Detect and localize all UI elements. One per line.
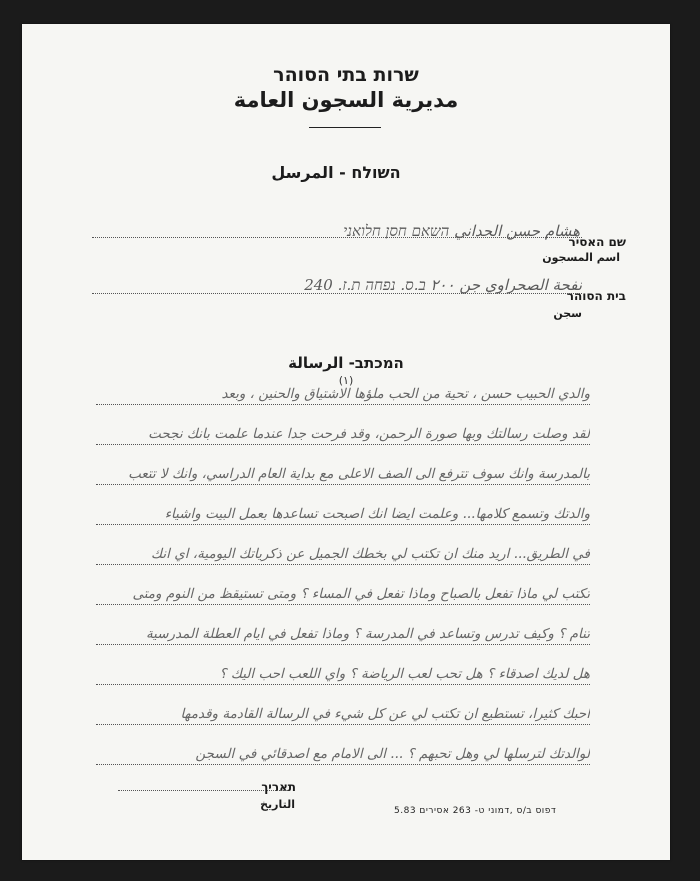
letter-line-rule	[96, 524, 590, 525]
header-hebrew: שרות בתי הסוהר	[273, 64, 419, 86]
letter-line: في الطريق... اريد منك ان تكتب لي بخطك الجميل عن ذكرياتك اليومية، اي انك	[151, 546, 590, 562]
letter-line: والدي الحبيب حسن ، تحية من الحب ملؤها الاشتياق والحنين ، وبعد	[221, 386, 590, 402]
letter-line-rule	[96, 724, 590, 725]
letter-line-rule	[96, 404, 590, 405]
letter-line: تكتب لي ماذا تفعل بالصباح وماذا تفعل في المساء ؟ ومتى تستيقظ من النوم ومتى	[132, 586, 590, 602]
letter-line-rule	[96, 564, 590, 565]
letter-line: هل لديك اصدقاء ؟ هل تحب لعب الرياضة ؟ واي اللعب احب اليك ؟	[219, 666, 590, 682]
letter-line: بالمدرسة وانك سوف تترفع الى الصف الاعلى مع بداية العام الدراسي، وانك لا تتعب	[128, 466, 590, 482]
letter-line-rule	[96, 764, 590, 765]
prison-label-ar: سجن	[553, 307, 582, 320]
letter-line: لوالدتك لترسلها لي وهل تحبهم ؟ ... الى الامام مع اصدقائي في السجن	[195, 746, 590, 762]
letter-line-rule	[96, 444, 590, 445]
prisoner-name-line	[92, 237, 582, 238]
print-info: דפוס ב/ס ,דמוני ט- 263 אסירים 5.83	[394, 806, 557, 816]
letter-form	[22, 24, 670, 860]
header-arabic: مديرية السجون العامة	[233, 88, 459, 112]
letter-line: والدتك وتسمع كلامها... وعلمت ايضا انك اصبحت تساعدها بعمل البيت واشياء	[164, 506, 590, 522]
prisoner-name-value: هشام حسن الحداني השאם חסן חלואני	[343, 222, 580, 240]
prison-label-he: בית הסוהר	[566, 289, 626, 303]
letter-line-rule	[96, 484, 590, 485]
letter-line-rule	[96, 644, 590, 645]
prison-value: نفحة الصحراوي جن ٢٠٠ ב.ס. נפחה ת.ז. 240	[304, 276, 582, 294]
prisoner-name-label-ar: اسم المسجون	[542, 251, 620, 264]
letter-line-rule	[96, 604, 590, 605]
date-line	[118, 790, 288, 791]
prisoner-name-label-he: שם האסיר	[568, 235, 626, 249]
letter-line: تنام ؟ وكيف تدرس وتساعد في المدرسة ؟ وماذا تفعل في ايام العطلة المدرسية	[145, 626, 590, 642]
letter-line: احبك كثيرا، تستطيع ان تكتب لي عن كل شيء في الرسالة القادمة وقدمها	[180, 706, 590, 722]
date-label-he: תאריך	[261, 780, 296, 794]
letter-line-rule	[96, 684, 590, 685]
letter-page-number: (١)	[338, 374, 354, 387]
header-divider	[309, 127, 381, 128]
letter-heading: המכתב- الرسالة	[288, 354, 404, 372]
date-label-ar: التاريخ	[260, 798, 295, 811]
prison-line	[92, 293, 582, 294]
letter-line: لقد وصلت رسالتك وبها صورة الرحمن، وقد فرحت جدا عندما علمت بانك نجحت	[148, 426, 590, 442]
sender-heading: השולח - المرسل	[271, 163, 401, 182]
